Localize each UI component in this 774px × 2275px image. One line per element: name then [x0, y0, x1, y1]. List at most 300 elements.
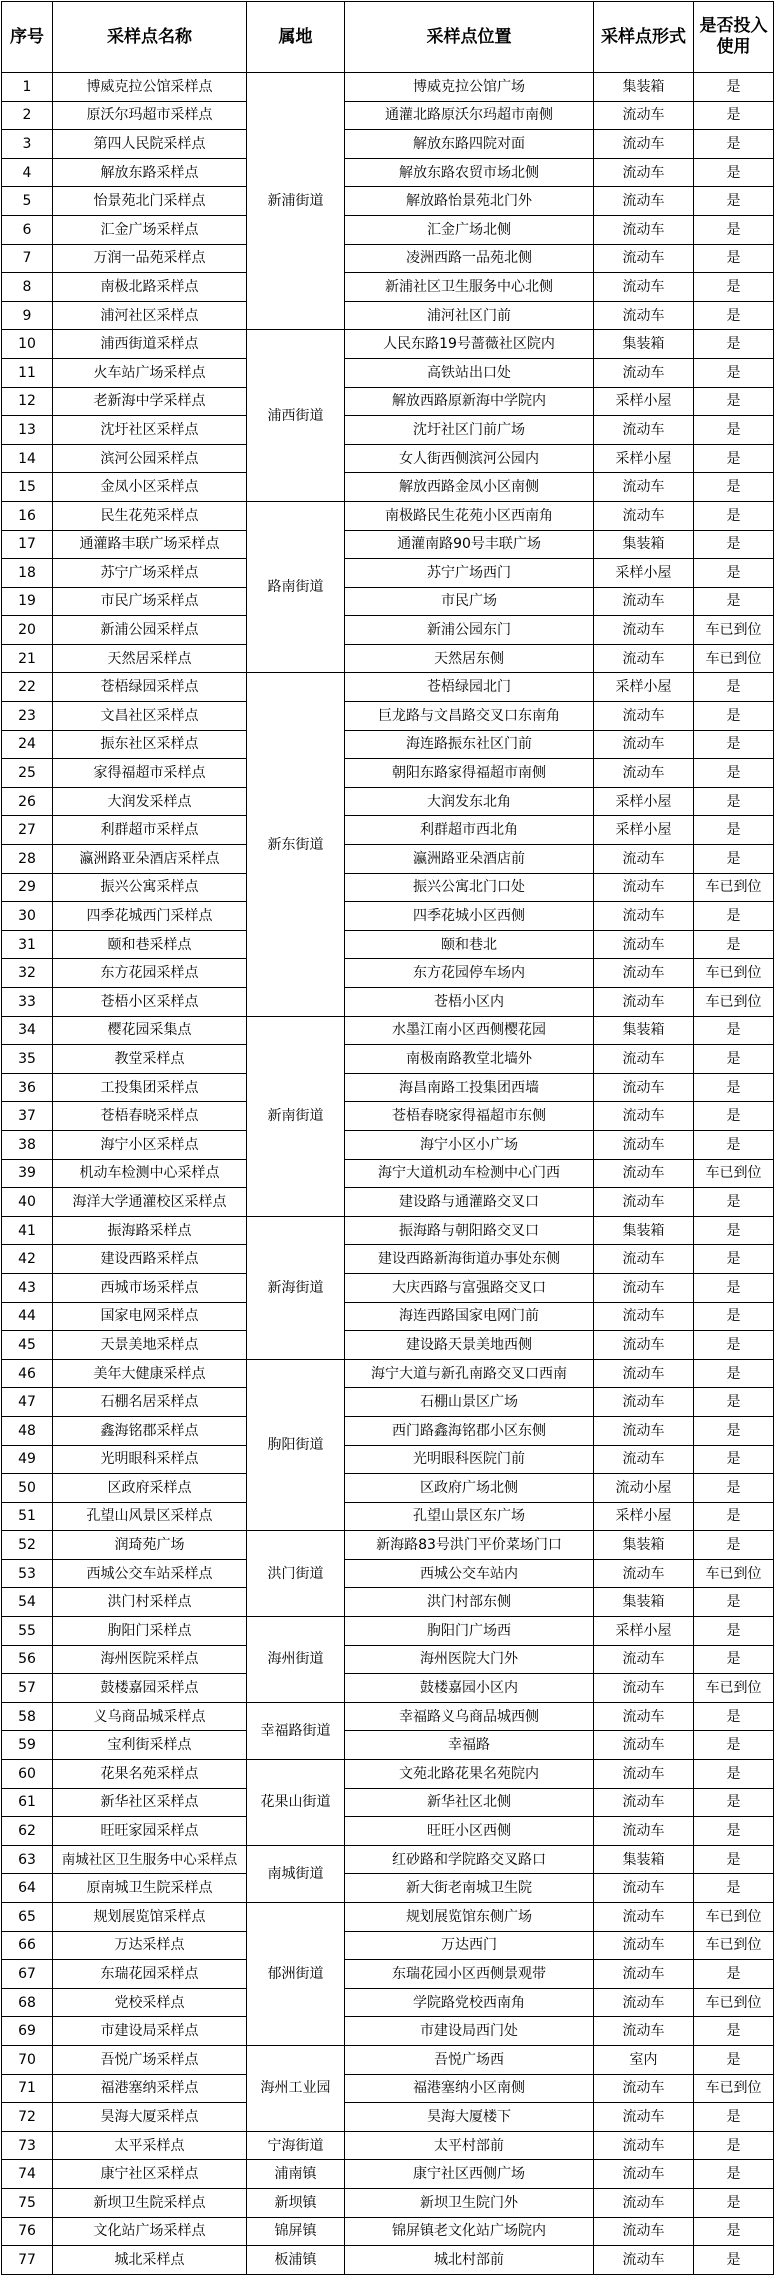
table-row [2, 1817, 774, 1846]
cell-district: 海州街道 [247, 1617, 345, 1703]
cell-seq: 27 [2, 816, 53, 845]
cell-location: 新华社区北侧 [345, 1788, 594, 1817]
cell-invest: 是 [694, 759, 774, 788]
table-row [2, 1617, 774, 1646]
cell-name: 原南城卫生院采样点 [53, 1874, 247, 1903]
cell-location: 解放路怡景苑北门外 [345, 187, 594, 216]
cell-invest: 是 [694, 1760, 774, 1789]
table-row [2, 130, 774, 159]
cell-name: 怡景苑北门采样点 [53, 187, 247, 216]
cell-location: 通灌北路原沃尔玛超市南侧 [345, 101, 594, 130]
cell-seq: 47 [2, 1388, 53, 1417]
table-row [2, 1531, 774, 1560]
cell-seq: 34 [2, 1016, 53, 1045]
cell-name: 苍梧绿园采样点 [53, 673, 247, 702]
cell-invest: 是 [694, 1302, 774, 1331]
table-row [2, 759, 774, 788]
table-row [2, 787, 774, 816]
table-row [2, 158, 774, 187]
cell-invest: 是 [694, 1045, 774, 1074]
cell-name: 火车站广场采样点 [53, 358, 247, 387]
table-row [2, 2160, 774, 2189]
cell-invest: 是 [694, 73, 774, 102]
table-row [2, 1559, 774, 1588]
cell-seq: 70 [2, 2045, 53, 2074]
cell-location: 苏宁广场西门 [345, 559, 594, 588]
cell-form: 集装箱 [594, 1531, 694, 1560]
cell-form: 流动车 [594, 988, 694, 1017]
header-district: 属地 [247, 2, 345, 73]
table-row [2, 616, 774, 645]
cell-form: 集装箱 [594, 1216, 694, 1245]
cell-name: 新华社区采样点 [53, 1788, 247, 1817]
cell-name: 瀛洲路亚朵酒店采样点 [53, 845, 247, 874]
table-row [2, 1159, 774, 1188]
table-row [2, 1931, 774, 1960]
cell-district: 锦屏镇 [247, 2217, 345, 2246]
cell-form: 流动车 [594, 759, 694, 788]
cell-form: 室内 [594, 2045, 694, 2074]
table-row [2, 988, 774, 1017]
cell-form: 流动车 [594, 1331, 694, 1360]
cell-invest: 车已到位 [694, 959, 774, 988]
cell-location: 西城公交车站内 [345, 1559, 594, 1588]
cell-seq: 39 [2, 1159, 53, 1188]
cell-seq: 61 [2, 1788, 53, 1817]
cell-invest: 是 [694, 1073, 774, 1102]
cell-form: 流动车 [594, 873, 694, 902]
cell-location: 旺旺小区西侧 [345, 1817, 594, 1846]
table-row [2, 1845, 774, 1874]
cell-name: 宝利街采样点 [53, 1731, 247, 1760]
cell-seq: 1 [2, 73, 53, 102]
cell-form: 流动车 [594, 616, 694, 645]
cell-seq: 30 [2, 902, 53, 931]
cell-name: 孔望山风景区采样点 [53, 1502, 247, 1531]
cell-form: 流动车 [594, 1302, 694, 1331]
header-invest: 是否投入使用 [694, 2, 774, 73]
cell-location: 昊海大厦楼下 [345, 2103, 594, 2132]
cell-seq: 51 [2, 1502, 53, 1531]
cell-invest: 是 [694, 1502, 774, 1531]
cell-seq: 40 [2, 1188, 53, 1217]
table-row [2, 1130, 774, 1159]
cell-seq: 75 [2, 2188, 53, 2217]
cell-name: 原沃尔玛超市采样点 [53, 101, 247, 130]
table-row [2, 2074, 774, 2103]
cell-district: 新东街道 [247, 673, 345, 1016]
cell-invest: 是 [694, 2160, 774, 2189]
cell-location: 康宁社区西侧广场 [345, 2160, 594, 2189]
table-row [2, 644, 774, 673]
table-row [2, 1874, 774, 1903]
cell-form: 流动车 [594, 930, 694, 959]
cell-seq: 7 [2, 244, 53, 273]
cell-seq: 65 [2, 1903, 53, 1932]
cell-location: 孔望山景区东广场 [345, 1502, 594, 1531]
cell-seq: 59 [2, 1731, 53, 1760]
cell-name: 天然居采样点 [53, 644, 247, 673]
cell-name: 吾悦广场采样点 [53, 2045, 247, 2074]
cell-seq: 60 [2, 1760, 53, 1789]
cell-name: 鼓楼嘉园采样点 [53, 1674, 247, 1703]
cell-location: 水墨江南小区西侧樱花园 [345, 1016, 594, 1045]
table-row [2, 1988, 774, 2017]
cell-invest: 是 [694, 1817, 774, 1846]
cell-invest: 是 [694, 587, 774, 616]
cell-form: 采样小屋 [594, 444, 694, 473]
cell-seq: 54 [2, 1588, 53, 1617]
table-row [2, 1502, 774, 1531]
cell-seq: 21 [2, 644, 53, 673]
cell-form: 流动车 [594, 215, 694, 244]
cell-location: 汇金广场北侧 [345, 215, 594, 244]
cell-seq: 48 [2, 1416, 53, 1445]
cell-name: 义乌商品城采样点 [53, 1702, 247, 1731]
cell-form: 采样小屋 [594, 387, 694, 416]
table-row [2, 1731, 774, 1760]
table-row [2, 2246, 774, 2275]
cell-form: 流动车 [594, 1245, 694, 1274]
cell-seq: 11 [2, 358, 53, 387]
cell-invest: 车已到位 [694, 1903, 774, 1932]
cell-form: 流动车 [594, 473, 694, 502]
cell-invest: 车已到位 [694, 1931, 774, 1960]
cell-form: 流动车 [594, 1559, 694, 1588]
cell-seq: 58 [2, 1702, 53, 1731]
cell-name: 昊海大厦采样点 [53, 2103, 247, 2132]
cell-form: 流动车 [594, 1045, 694, 1074]
cell-name: 太平采样点 [53, 2131, 247, 2160]
cell-name: 第四人民院采样点 [53, 130, 247, 159]
cell-location: 建设路天景美地西侧 [345, 1331, 594, 1360]
cell-location: 新大街老南城卫生院 [345, 1874, 594, 1903]
cell-invest: 车已到位 [694, 988, 774, 1017]
cell-location: 海连路振东社区门前 [345, 730, 594, 759]
cell-form: 采样小屋 [594, 559, 694, 588]
cell-invest: 是 [694, 501, 774, 530]
cell-form: 流动车 [594, 2246, 694, 2275]
cell-name: 福港塞纳采样点 [53, 2074, 247, 2103]
cell-location: 女人街西侧滨河公园内 [345, 444, 594, 473]
cell-location: 通灌南路90号丰联广场 [345, 530, 594, 559]
cell-seq: 31 [2, 930, 53, 959]
cell-seq: 19 [2, 587, 53, 616]
table-row [2, 387, 774, 416]
cell-name: 苍梧春晓采样点 [53, 1102, 247, 1131]
cell-form: 流动车 [594, 644, 694, 673]
cell-form: 流动车 [594, 2131, 694, 2160]
cell-location: 解放西路金凤小区南侧 [345, 473, 594, 502]
cell-location: 建设西路新海街道办事处东侧 [345, 1245, 594, 1274]
cell-location: 建设路与通灌路交叉口 [345, 1188, 594, 1217]
cell-seq: 15 [2, 473, 53, 502]
cell-name: 东方花园采样点 [53, 959, 247, 988]
table-row [2, 1102, 774, 1131]
cell-location: 凌洲西路一品苑北侧 [345, 244, 594, 273]
cell-name: 苍梧小区采样点 [53, 988, 247, 1017]
cell-invest: 是 [694, 1874, 774, 1903]
cell-name: 国家电网采样点 [53, 1302, 247, 1331]
cell-name: 东瑞花园采样点 [53, 1960, 247, 1989]
cell-name: 浦西街道采样点 [53, 330, 247, 359]
cell-location: 学院路党校西南角 [345, 1988, 594, 2017]
cell-invest: 是 [694, 787, 774, 816]
cell-invest: 是 [694, 2017, 774, 2046]
cell-location: 南极路民生花苑小区西南角 [345, 501, 594, 530]
cell-district: 新海街道 [247, 1216, 345, 1359]
table-row [2, 273, 774, 302]
cell-invest: 是 [694, 473, 774, 502]
cell-seq: 64 [2, 1874, 53, 1903]
cell-form: 流动车 [594, 2217, 694, 2246]
cell-district: 朐阳街道 [247, 1359, 345, 1531]
cell-location: 福港塞纳小区南侧 [345, 2074, 594, 2103]
cell-seq: 16 [2, 501, 53, 530]
cell-invest: 是 [694, 559, 774, 588]
cell-seq: 18 [2, 559, 53, 588]
cell-form: 流动车 [594, 2160, 694, 2189]
cell-location: 新坝卫生院门外 [345, 2188, 594, 2217]
cell-invest: 是 [694, 1960, 774, 1989]
cell-seq: 25 [2, 759, 53, 788]
cell-invest: 是 [694, 1188, 774, 1217]
cell-seq: 66 [2, 1931, 53, 1960]
cell-location: 四季花城小区西侧 [345, 902, 594, 931]
cell-form: 流动车 [594, 273, 694, 302]
table-row [2, 873, 774, 902]
cell-form: 流动车 [594, 2103, 694, 2132]
cell-location: 海昌南路工投集团西墙 [345, 1073, 594, 1102]
cell-invest: 是 [694, 187, 774, 216]
cell-seq: 29 [2, 873, 53, 902]
cell-invest: 是 [694, 2217, 774, 2246]
cell-invest: 是 [694, 1588, 774, 1617]
cell-seq: 50 [2, 1474, 53, 1503]
cell-seq: 23 [2, 702, 53, 731]
cell-name: 家得福超市采样点 [53, 759, 247, 788]
cell-location: 海宁大道与新孔南路交叉口西南 [345, 1359, 594, 1388]
cell-name: 万润一品苑采样点 [53, 244, 247, 273]
table-row [2, 358, 774, 387]
cell-invest: 是 [694, 130, 774, 159]
table-row [2, 1302, 774, 1331]
cell-location: 锦屏镇老文化站广场院内 [345, 2217, 594, 2246]
header-row [2, 2, 774, 73]
cell-location: 东瑞花园小区西侧景观带 [345, 1960, 594, 1989]
table-row [2, 1216, 774, 1245]
cell-form: 集装箱 [594, 1845, 694, 1874]
cell-name: 老新海中学采样点 [53, 387, 247, 416]
cell-form: 流动车 [594, 1817, 694, 1846]
table-row [2, 902, 774, 931]
cell-form: 集装箱 [594, 73, 694, 102]
cell-seq: 52 [2, 1531, 53, 1560]
cell-district: 洪门街道 [247, 1531, 345, 1617]
cell-location: 东方花园停车场内 [345, 959, 594, 988]
cell-invest: 是 [694, 2103, 774, 2132]
cell-seq: 67 [2, 1960, 53, 1989]
cell-district: 板浦镇 [247, 2246, 345, 2275]
cell-location: 新浦社区卫生服务中心北侧 [345, 273, 594, 302]
cell-name: 颐和巷采样点 [53, 930, 247, 959]
cell-location: 振海路与朝阳路交叉口 [345, 1216, 594, 1245]
cell-location: 吾悦广场西 [345, 2045, 594, 2074]
cell-invest: 是 [694, 1702, 774, 1731]
cell-name: 花果名苑采样点 [53, 1760, 247, 1789]
cell-invest: 是 [694, 1788, 774, 1817]
table-row [2, 1245, 774, 1274]
cell-seq: 8 [2, 273, 53, 302]
cell-location: 城北村部前 [345, 2246, 594, 2275]
cell-form: 流动车 [594, 1731, 694, 1760]
table-row [2, 559, 774, 588]
header-form: 采样点形式 [594, 2, 694, 73]
cell-seq: 14 [2, 444, 53, 473]
cell-form: 流动车 [594, 2017, 694, 2046]
cell-seq: 56 [2, 1645, 53, 1674]
cell-name: 西城市场采样点 [53, 1273, 247, 1302]
cell-form: 流动车 [594, 2188, 694, 2217]
cell-seq: 3 [2, 130, 53, 159]
cell-name: 海洋大学通灌校区采样点 [53, 1188, 247, 1217]
cell-location: 海宁小区小广场 [345, 1130, 594, 1159]
cell-form: 流动车 [594, 1445, 694, 1474]
cell-location: 苍梧绿园北门 [345, 673, 594, 702]
cell-name: 朐阳门采样点 [53, 1617, 247, 1646]
cell-name: 石棚名居采样点 [53, 1388, 247, 1417]
cell-form: 流动车 [594, 416, 694, 445]
cell-form: 流动车 [594, 1273, 694, 1302]
cell-seq: 69 [2, 2017, 53, 2046]
cell-name: 利群超市采样点 [53, 816, 247, 845]
cell-invest: 是 [694, 1388, 774, 1417]
cell-seq: 62 [2, 1817, 53, 1846]
table-row [2, 473, 774, 502]
cell-location: 苍梧春晓家得福超市东侧 [345, 1102, 594, 1131]
cell-form: 流动车 [594, 959, 694, 988]
cell-form: 流动车 [594, 1388, 694, 1417]
table-row [2, 1045, 774, 1074]
cell-form: 流动车 [594, 1645, 694, 1674]
table-row [2, 1474, 774, 1503]
cell-invest: 是 [694, 930, 774, 959]
cell-seq: 35 [2, 1045, 53, 1074]
cell-district: 浦西街道 [247, 330, 345, 502]
cell-name: 新坝卫生院采样点 [53, 2188, 247, 2217]
cell-name: 洪门村采样点 [53, 1588, 247, 1617]
table-row [2, 816, 774, 845]
cell-name: 南城社区卫生服务中心采样点 [53, 1845, 247, 1874]
table-row [2, 1445, 774, 1474]
cell-name: 振东社区采样点 [53, 730, 247, 759]
table-row [2, 1903, 774, 1932]
cell-location: 幸福路义乌商品城西侧 [345, 1702, 594, 1731]
cell-location: 振兴公寓北门口处 [345, 873, 594, 902]
table-row [2, 1359, 774, 1388]
table-row [2, 1016, 774, 1045]
cell-name: 润琦苑广场 [53, 1531, 247, 1560]
cell-seq: 13 [2, 416, 53, 445]
table-row [2, 1645, 774, 1674]
sampling-points-table [1, 1, 774, 2275]
cell-name: 教堂采样点 [53, 1045, 247, 1074]
cell-seq: 9 [2, 301, 53, 330]
cell-district: 郁洲街道 [247, 1903, 345, 2046]
cell-invest: 是 [694, 158, 774, 187]
cell-invest: 是 [694, 273, 774, 302]
cell-form: 流动车 [594, 1102, 694, 1131]
cell-location: 人民东路19号蔷薇社区院内 [345, 330, 594, 359]
cell-form: 流动车 [594, 1931, 694, 1960]
cell-location: 文苑北路花果名苑院内 [345, 1760, 594, 1789]
cell-location: 万达西门 [345, 1931, 594, 1960]
table-row [2, 1702, 774, 1731]
cell-invest: 是 [694, 387, 774, 416]
cell-invest: 是 [694, 1445, 774, 1474]
cell-invest: 是 [694, 730, 774, 759]
cell-name: 市建设局采样点 [53, 2017, 247, 2046]
table-row [2, 444, 774, 473]
header-location: 采样点位置 [345, 2, 594, 73]
cell-district: 花果山街道 [247, 1760, 345, 1846]
cell-seq: 36 [2, 1073, 53, 1102]
cell-district: 幸福路街道 [247, 1702, 345, 1759]
cell-form: 集装箱 [594, 1016, 694, 1045]
cell-seq: 63 [2, 1845, 53, 1874]
cell-seq: 28 [2, 845, 53, 874]
table-row [2, 959, 774, 988]
cell-location: 太平村部前 [345, 2131, 594, 2160]
cell-invest: 是 [694, 1016, 774, 1045]
cell-location: 朐阳门广场西 [345, 1617, 594, 1646]
cell-form: 流动车 [594, 187, 694, 216]
cell-name: 机动车检测中心采样点 [53, 1159, 247, 1188]
cell-invest: 车已到位 [694, 873, 774, 902]
cell-form: 流动车 [594, 358, 694, 387]
header-name: 采样点名称 [53, 2, 247, 73]
cell-invest: 是 [694, 530, 774, 559]
cell-form: 流动小屋 [594, 1474, 694, 1503]
cell-invest: 是 [694, 2045, 774, 2074]
cell-seq: 10 [2, 330, 53, 359]
cell-location: 颐和巷北 [345, 930, 594, 959]
cell-location: 瀛洲路亚朵酒店前 [345, 845, 594, 874]
cell-name: 博威克拉公馆采样点 [53, 73, 247, 102]
cell-seq: 33 [2, 988, 53, 1017]
cell-district: 南城街道 [247, 1845, 345, 1902]
cell-form: 集装箱 [594, 330, 694, 359]
cell-name: 海宁小区采样点 [53, 1130, 247, 1159]
cell-name: 樱花园采集点 [53, 1016, 247, 1045]
cell-name: 鑫海铭郡采样点 [53, 1416, 247, 1445]
cell-invest: 车已到位 [694, 644, 774, 673]
table-row [2, 2188, 774, 2217]
cell-form: 采样小屋 [594, 787, 694, 816]
cell-invest: 车已到位 [694, 1988, 774, 2017]
table-row [2, 1188, 774, 1217]
cell-invest: 是 [694, 1359, 774, 1388]
cell-name: 文昌社区采样点 [53, 702, 247, 731]
cell-name: 民生花苑采样点 [53, 501, 247, 530]
cell-location: 红砂路和学院路交叉路口 [345, 1845, 594, 1874]
table-row [2, 673, 774, 702]
cell-invest: 是 [694, 902, 774, 931]
cell-seq: 57 [2, 1674, 53, 1703]
cell-name: 大润发采样点 [53, 787, 247, 816]
cell-seq: 46 [2, 1359, 53, 1388]
cell-seq: 73 [2, 2131, 53, 2160]
